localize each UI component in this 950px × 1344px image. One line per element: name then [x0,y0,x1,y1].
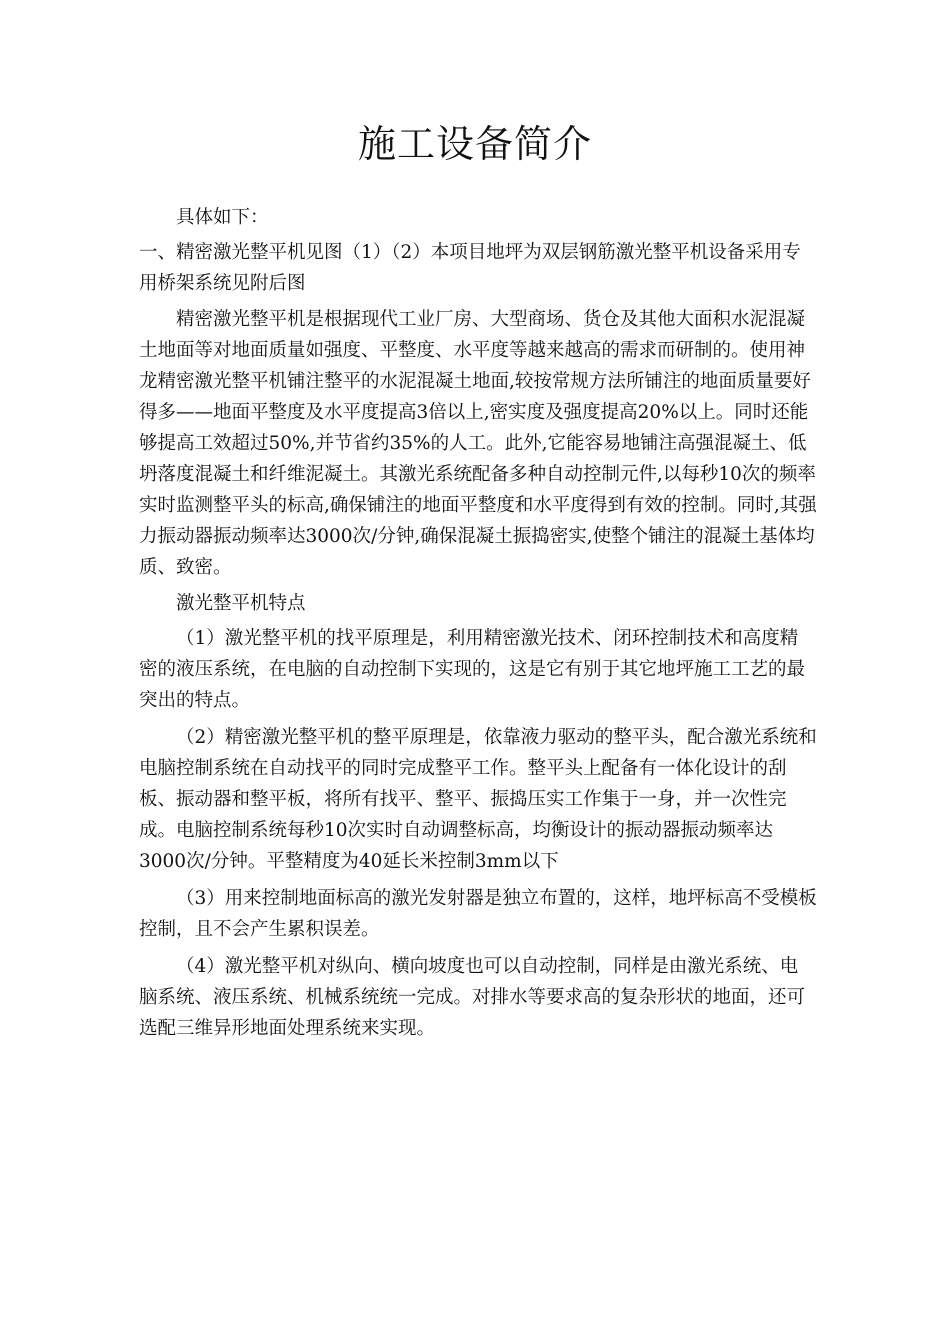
paragraph-features-heading: 激光整平机特点 [176,593,306,614]
paragraph-feature-1: （1）激光整平机的找平原理是，利用精密激光技术、闭环控制技术和高度精密的液压系统，在电脑的自动控制下实现的，这是它有别于其它地坪施工工艺的最突出的特点。 [139,628,806,711]
document-body [139,202,819,1050]
paragraph-feature-3: （3）用来控制地面标高的激光发射器是独立布置的，这样，地坪标高不受模板控制，且不会产生累积误差。 [139,888,817,940]
document-title: 施工设备简介 [357,122,592,166]
paragraph-feature-2: （2）精密激光整平机的整平原理是，依靠液力驱动的整平头，配合激光系统和电脑控制系统在自动找平的同时完成整平工作。整平头上配备有一体化设计的刮板、振动器和整平板，将所有找平、整平、振捣压实工作集于一身，并一次性完成。电脑控制系统每秒10次实时自动调整标高，均衡设计的振动器振动频率达3000次/分钟。平整精度为40延长米控制3mm以下 [139,727,817,872]
paragraph-section-1-heading: 一、精密激光整平机见图（1）（2）本项目地坪为双层钢筋激光整平机设备采用专用桥架系统见附后图 [139,242,801,294]
paragraph-description: 精密激光整平机是根据现代工业厂房、大型商场、货仓及其他大面积水泥混凝土地面等对地面质量如强度、平整度、水平度等越来越高的需求而研制的。使用神龙精密激光整平机铺注整平的水泥混凝土地面,较按常规方法所铺注的地面质量要好得多——地面平整度及水平度提高3倍以上,密实度及强度提高20%以上。同时还能够提高工效超过50%,并节省约35%的人工。此外,它能容易地铺注高强混凝土、低坍落度混凝土和纤维泥凝土。其激光系统配备多种自动控制元件,以每秒10次的频率实时监测整平头的标高,确保铺注的地面平整度和水平度得到有效的控制。同时,其强力振动器振动频率达3000次/分钟,确保混凝土振捣密实,使整个铺注的混凝土基体均质、致密。 [139,309,817,578]
paragraph-intro: 具体如下： [176,207,269,228]
paragraph-feature-4: （4）激光整平机对纵向、横向坡度也可以自动控制，同样是由激光系统、电脑系统、液压系统、机械系统统一完成。对排水等要求高的复杂形状的地面，还可选配三维异形地面处理系统来实现。 [139,956,806,1039]
